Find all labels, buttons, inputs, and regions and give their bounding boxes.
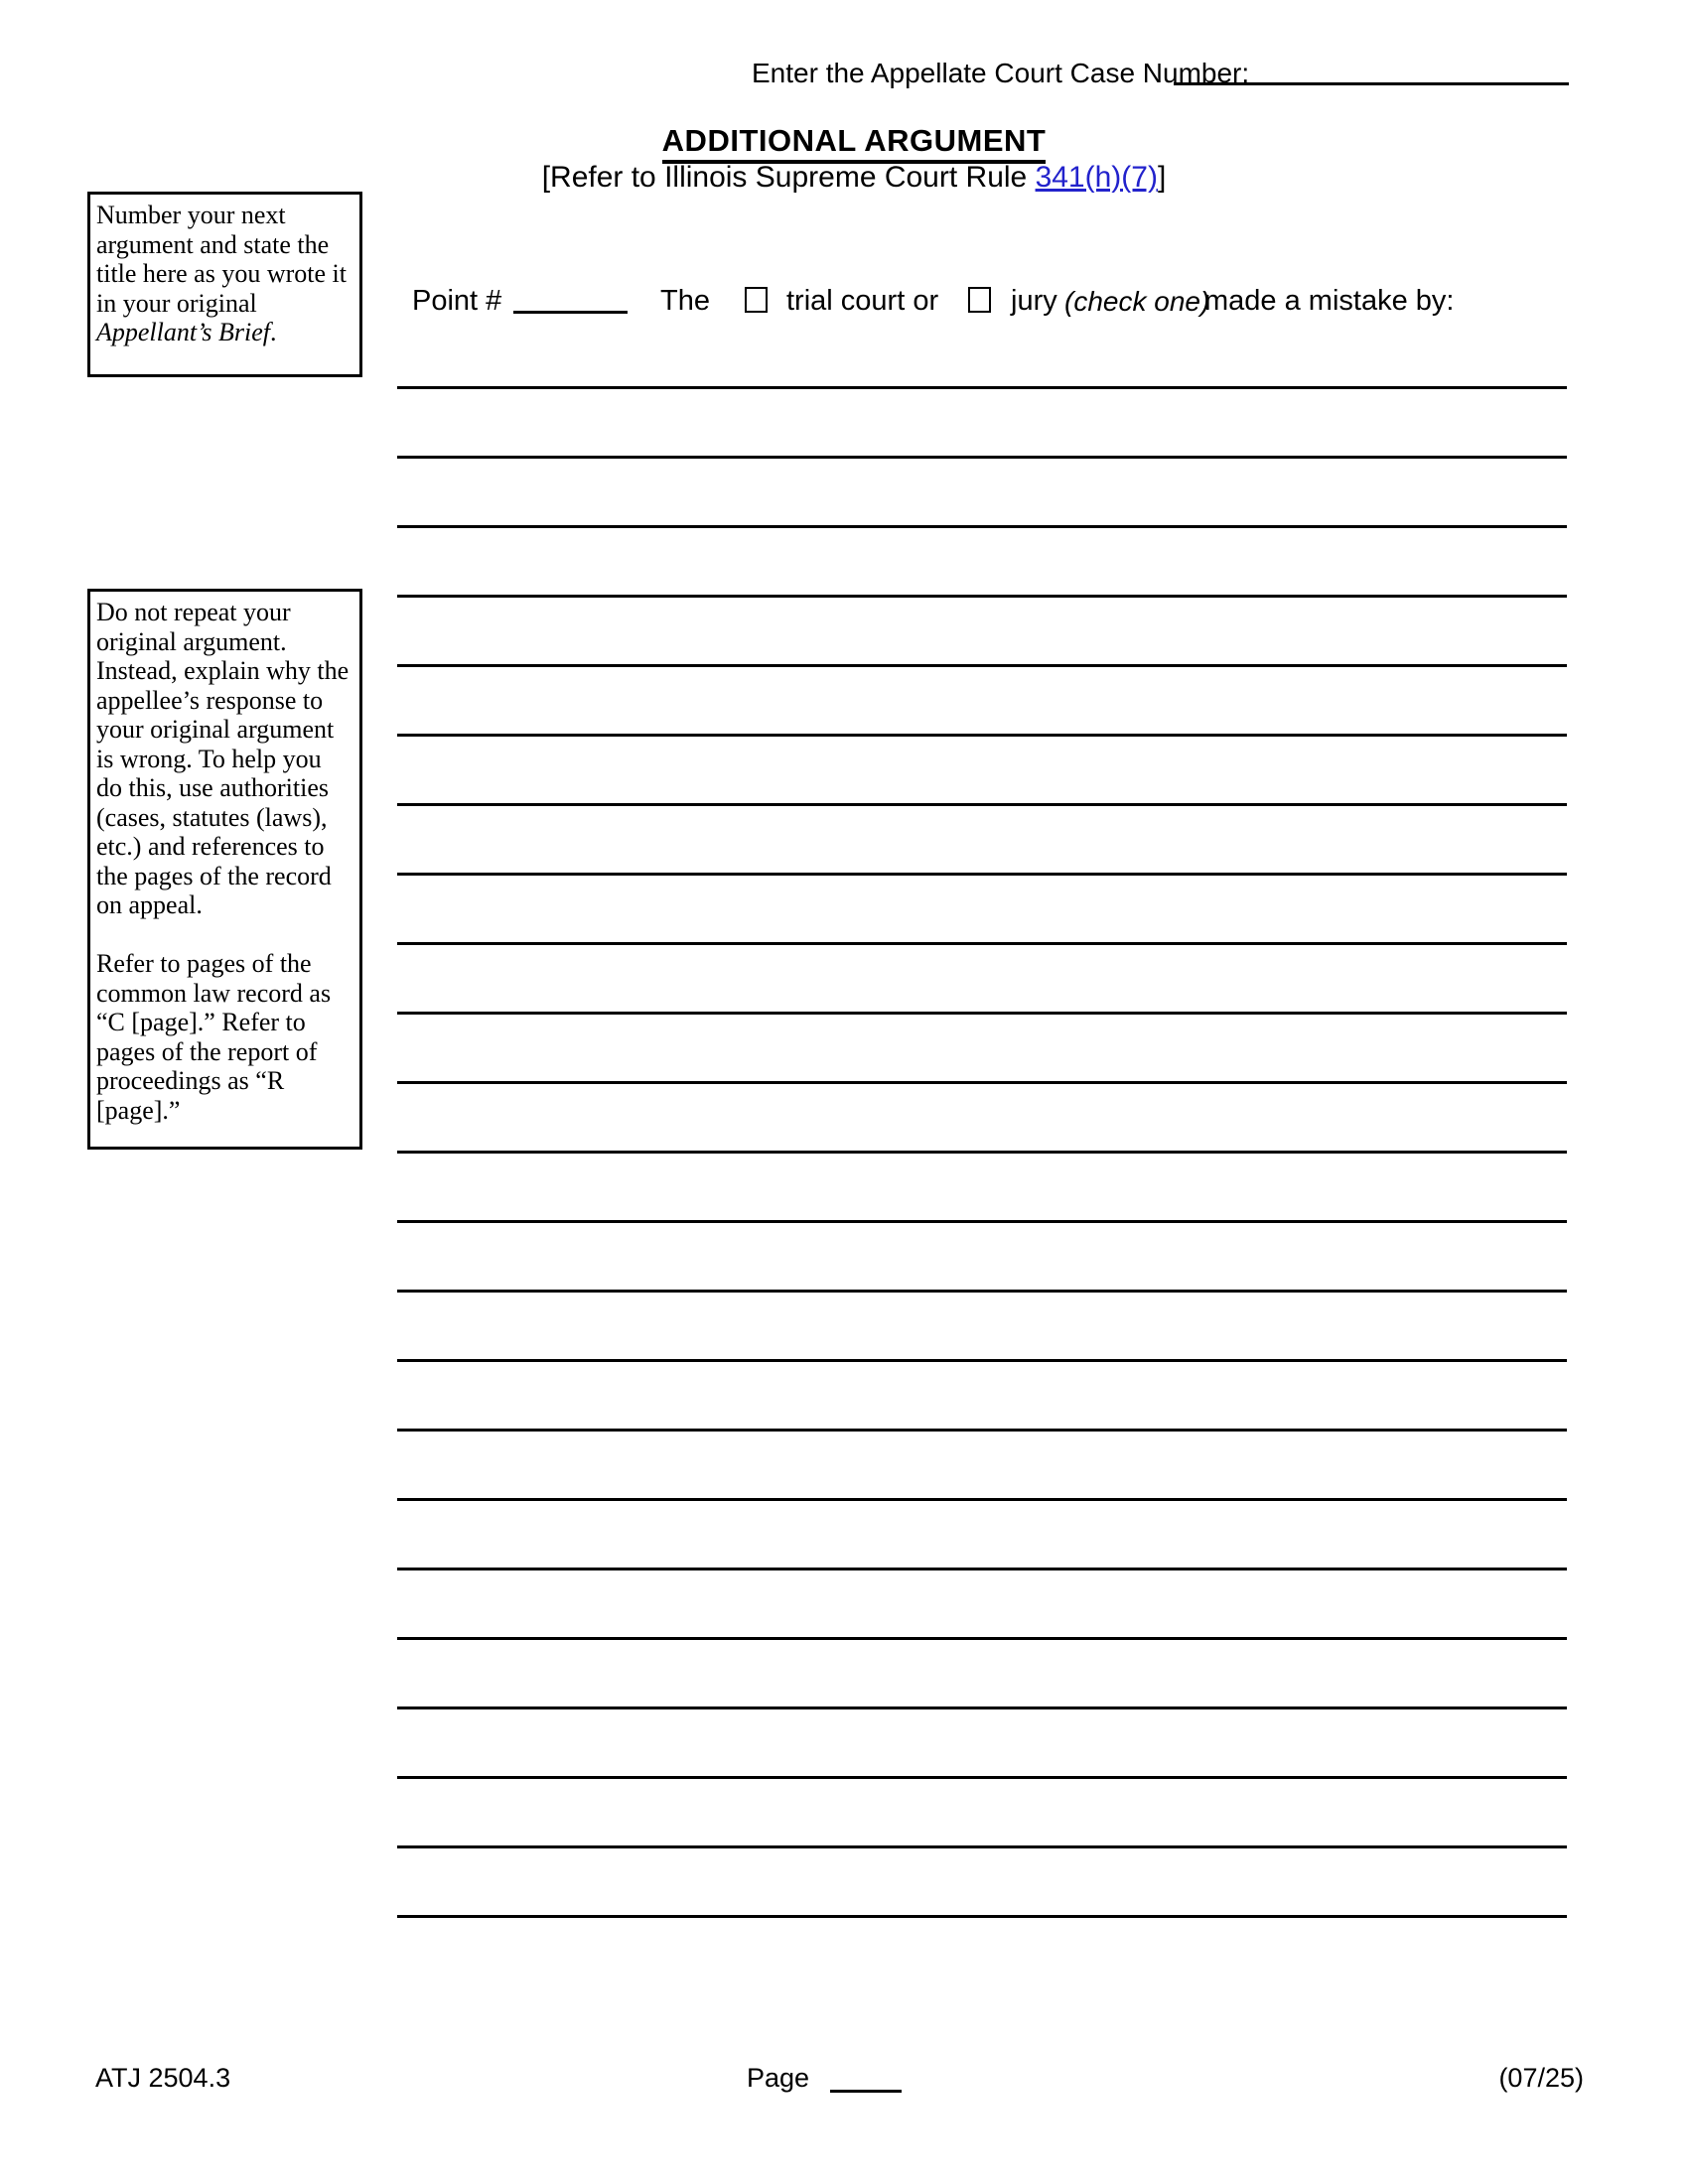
writing-line-1[interactable] (397, 386, 1567, 389)
rule-341h7-link[interactable]: 341(h)(7) (1035, 161, 1158, 194)
writing-line-13[interactable] (397, 1220, 1567, 1223)
trial-court-checkbox[interactable] (745, 287, 768, 313)
writing-line-4[interactable] (397, 595, 1567, 598)
jury-checkbox[interactable] (968, 287, 991, 313)
writing-line-18[interactable] (397, 1568, 1567, 1570)
instruction-box-2-paragraph-1: Do not repeat your original argument. Instead, explain why the appellee’s response to your original argument is wrong. To help you do this, use authorities (cases, statutes (laws), etc.) and references to the pages of the record on appeal. (96, 598, 350, 919)
instruction-box-1-text: Number your next argument and state the title here as you wrote it in your original Appellant’s Brief. (96, 201, 347, 346)
writing-line-16[interactable] (397, 1429, 1567, 1432)
writing-line-14[interactable] (397, 1290, 1567, 1293)
made-a-mistake-label: made a mistake by: (1204, 285, 1455, 317)
writing-line-6[interactable] (397, 734, 1567, 737)
writing-line-9[interactable] (397, 942, 1567, 945)
writing-line-12[interactable] (397, 1151, 1567, 1154)
page-title: ADDITIONAL ARGUMENT (662, 123, 1047, 164)
writing-line-19[interactable] (397, 1637, 1567, 1640)
trial-court-label: trial court or (786, 285, 939, 317)
writing-line-2[interactable] (397, 456, 1567, 459)
point-number-label: Point # (412, 285, 502, 317)
writing-line-8[interactable] (397, 873, 1567, 876)
the-label: The (660, 285, 710, 317)
writing-line-10[interactable] (397, 1012, 1567, 1015)
instruction-box-number-argument (87, 192, 362, 377)
point-number-field[interactable] (513, 258, 628, 314)
page-label: Page (747, 2063, 810, 2093)
writing-line-22[interactable] (397, 1845, 1567, 1848)
subtitle (0, 161, 1688, 195)
form-number: ATJ 2504.3 (95, 2063, 231, 2093)
subtitle-prefix: [Refer to Illinois Supreme Court Rule (541, 161, 1036, 194)
appellants-brief-italic: Appellant’s Brief (96, 318, 271, 346)
instruction-box-2-paragraph-2: Refer to pages of the common law record as “C [page].” Refer to pages of the report of proceedings as “R [page].” (96, 949, 332, 1125)
writing-line-3[interactable] (397, 525, 1567, 528)
instruction-box-do-not-repeat (87, 589, 362, 1150)
writing-line-21[interactable] (397, 1776, 1567, 1779)
revision-date: (07/25) (1498, 2063, 1584, 2093)
writing-line-11[interactable] (397, 1081, 1567, 1084)
subtitle-suffix: ] (1157, 161, 1167, 194)
writing-line-20[interactable] (397, 1706, 1567, 1709)
writing-line-23[interactable] (397, 1915, 1567, 1918)
writing-line-5[interactable] (397, 664, 1567, 667)
writing-line-17[interactable] (397, 1498, 1567, 1501)
jury-label: jury (1011, 285, 1057, 317)
writing-line-15[interactable] (397, 1359, 1567, 1362)
case-number-field[interactable] (1174, 34, 1569, 85)
check-one-label: (check one) (1064, 286, 1210, 317)
page-number-field[interactable] (830, 2037, 902, 2093)
case-number-label: Enter the Appellate Court Case Number: (752, 58, 1250, 88)
writing-line-7[interactable] (397, 803, 1567, 806)
